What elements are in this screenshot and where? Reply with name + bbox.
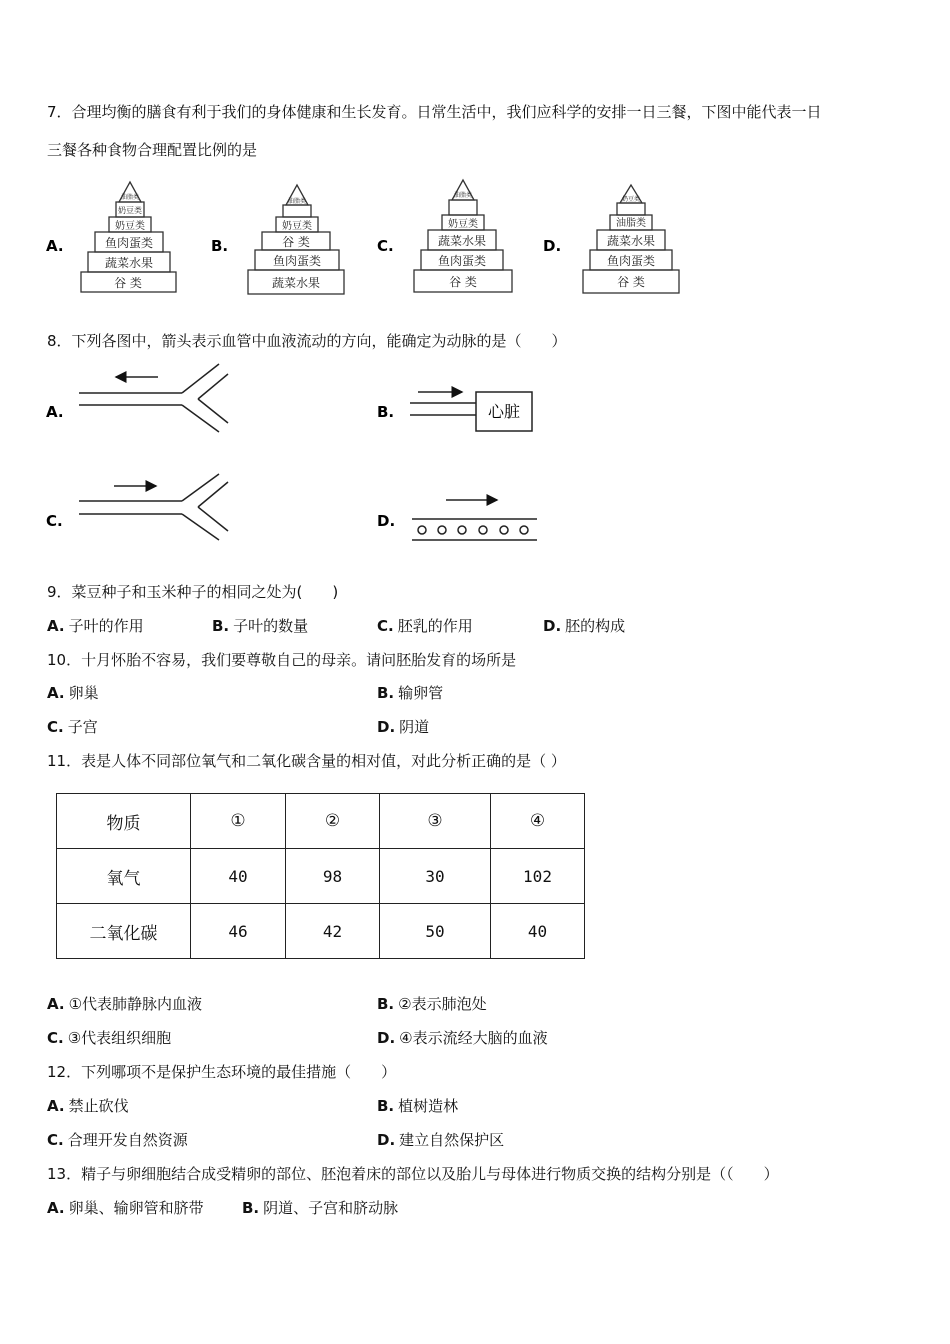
q7-a-layer-3: 蔬菜水果 [104, 256, 154, 270]
q7-c-layer-1: 奶豆类 [448, 219, 478, 230]
table-header-cell: ① [191, 794, 286, 849]
table-header-cell: ② [286, 794, 380, 849]
table-cell: 102 [491, 849, 585, 904]
q10-option-c[interactable]: C. 子宫 [47, 718, 98, 736]
q8-heart-label: 心脏 [487, 402, 521, 421]
q7-pyramids [0, 175, 950, 305]
table-cell: 30 [380, 849, 491, 904]
table-cell: 98 [286, 849, 380, 904]
q8-diagram-a [79, 364, 228, 432]
q7-c-layer-4: 谷 类 [449, 275, 477, 289]
q7-c-layer-2: 蔬菜水果 [437, 234, 487, 248]
q7-a-layer-1: 奶豆类 [118, 206, 142, 215]
q12-option-d[interactable]: D. 建立自然保护区 [377, 1131, 505, 1149]
q7-option-b-letter[interactable]: B. [211, 237, 229, 255]
q7-a-layer-2: 鱼肉蛋类 [104, 236, 154, 250]
table-header-cell: ④ [491, 794, 585, 849]
q8-option-a-letter[interactable]: A. [46, 403, 64, 421]
q7-b-layer-4: 蔬菜水果 [271, 276, 321, 290]
q12-option-b[interactable]: B. 植树造林 [377, 1097, 459, 1115]
q8-diagram-d [412, 500, 537, 540]
table-row [57, 849, 585, 904]
q9-option-b[interactable]: B. 子叶的数量 [212, 617, 309, 635]
q9-option-c[interactable]: C. 胚乳的作用 [377, 617, 473, 635]
table-header-cell: ③ [380, 794, 491, 849]
table-header-row [57, 794, 585, 849]
q7-d-layer-2: 蔬菜水果 [606, 234, 656, 248]
q7-stem-line1: 7．合理均衡的膳食有利于我们的身体健康和生长发育。日常生活中，我们应科学的安排一日三餐，下图中能代表一日 [47, 103, 822, 121]
table-cell: 50 [380, 904, 491, 959]
q7-b-layer-0: 油脂类 [287, 198, 307, 205]
q7-d-layer-4: 谷 类 [617, 275, 645, 289]
q7-b-layer-1: 奶豆类 [282, 221, 312, 232]
q7-c-layer-3: 鱼肉蛋类 [437, 254, 487, 268]
q7-stem-line2: 三餐各种食物合理配置比例的是 [47, 141, 258, 159]
q11-data-table [56, 793, 585, 959]
table-cell: 二氧化碳 [57, 904, 191, 959]
q9-option-d[interactable]: D. 胚的构成 [543, 617, 626, 635]
q12-stem: 12．下列哪项不是保护生态环境的最佳措施（ ） [47, 1063, 397, 1081]
q8-diagrams [0, 360, 950, 555]
q11-option-d[interactable]: D. ④表示流经大脑的血液 [377, 1029, 548, 1047]
q7-a-layer-1b: 奶豆类 [115, 221, 145, 232]
q11-option-a[interactable]: A. ①代表肺静脉内血液 [47, 995, 203, 1013]
q8-option-c-letter[interactable]: C. [46, 512, 63, 530]
q7-d-layer-0: 奶豆类 [621, 196, 641, 203]
q7-option-c-letter[interactable]: C. [377, 237, 394, 255]
q11-stem: 11．表是人体不同部位氧气和二氧化碳含量的相对值，对此分析正确的是（ ） [47, 752, 566, 770]
q12-option-c[interactable]: C. 合理开发自然资源 [47, 1131, 188, 1149]
q13-option-a[interactable]: A. 卵巢、输卵管和脐带 [47, 1199, 204, 1217]
q7-option-d-letter[interactable]: D. [543, 237, 562, 255]
q9-stem: 9．菜豆种子和玉米种子的相同之处为( ) [47, 583, 339, 601]
q10-stem: 10．十月怀胎不容易，我们要尊敬自己的母亲。请问胚胎发育的场所是 [47, 651, 517, 669]
table-row [57, 904, 585, 959]
table-cell: 46 [191, 904, 286, 959]
q10-option-b[interactable]: B. 输卵管 [377, 684, 444, 702]
q7-d-layer-3: 鱼肉蛋类 [606, 254, 656, 268]
q9-option-a[interactable]: A. 子叶的作用 [47, 617, 144, 635]
q10-option-a[interactable]: A. 卵巢 [47, 684, 99, 702]
q7-option-a-letter[interactable]: A. [46, 237, 64, 255]
q8-option-b-letter[interactable]: B. [377, 403, 395, 421]
table-cell: 氧气 [57, 849, 191, 904]
q7-d-layer-1: 油脂类 [616, 218, 646, 229]
table-cell: 40 [191, 849, 286, 904]
table-cell: 42 [286, 904, 380, 959]
q12-option-a[interactable]: A. 禁止砍伐 [47, 1097, 129, 1115]
q13-option-b[interactable]: B. 阴道、子宫和脐动脉 [242, 1199, 399, 1217]
q7-b-layer-3: 鱼肉蛋类 [272, 254, 322, 268]
q7-a-layer-0: 油脂类 [120, 194, 140, 201]
q7-a-layer-4: 谷 类 [114, 276, 142, 290]
q13-stem: 13．精子与卵细胞结合成受精卵的部位、胚泡着床的部位以及胎儿与母体进行物质交换的结构分别是（（ ） [47, 1165, 779, 1183]
table-cell: 40 [491, 904, 585, 959]
q8-option-d-letter[interactable]: D. [377, 512, 396, 530]
q10-option-d[interactable]: D. 阴道 [377, 718, 430, 736]
q8-stem: 8．下列各图中，箭头表示血管中血液流动的方向，能确定为动脉的是（ ） [47, 332, 567, 350]
table-header-cell: 物质 [57, 794, 191, 849]
q11-option-c[interactable]: C. ③代表组织细胞 [47, 1029, 172, 1047]
q11-option-b[interactable]: B. ②表示肺泡处 [377, 995, 487, 1013]
q8-diagram-c [79, 474, 228, 540]
q7-b-layer-2: 谷 类 [282, 235, 310, 249]
q7-c-layer-0: 油脂类 [453, 192, 473, 199]
